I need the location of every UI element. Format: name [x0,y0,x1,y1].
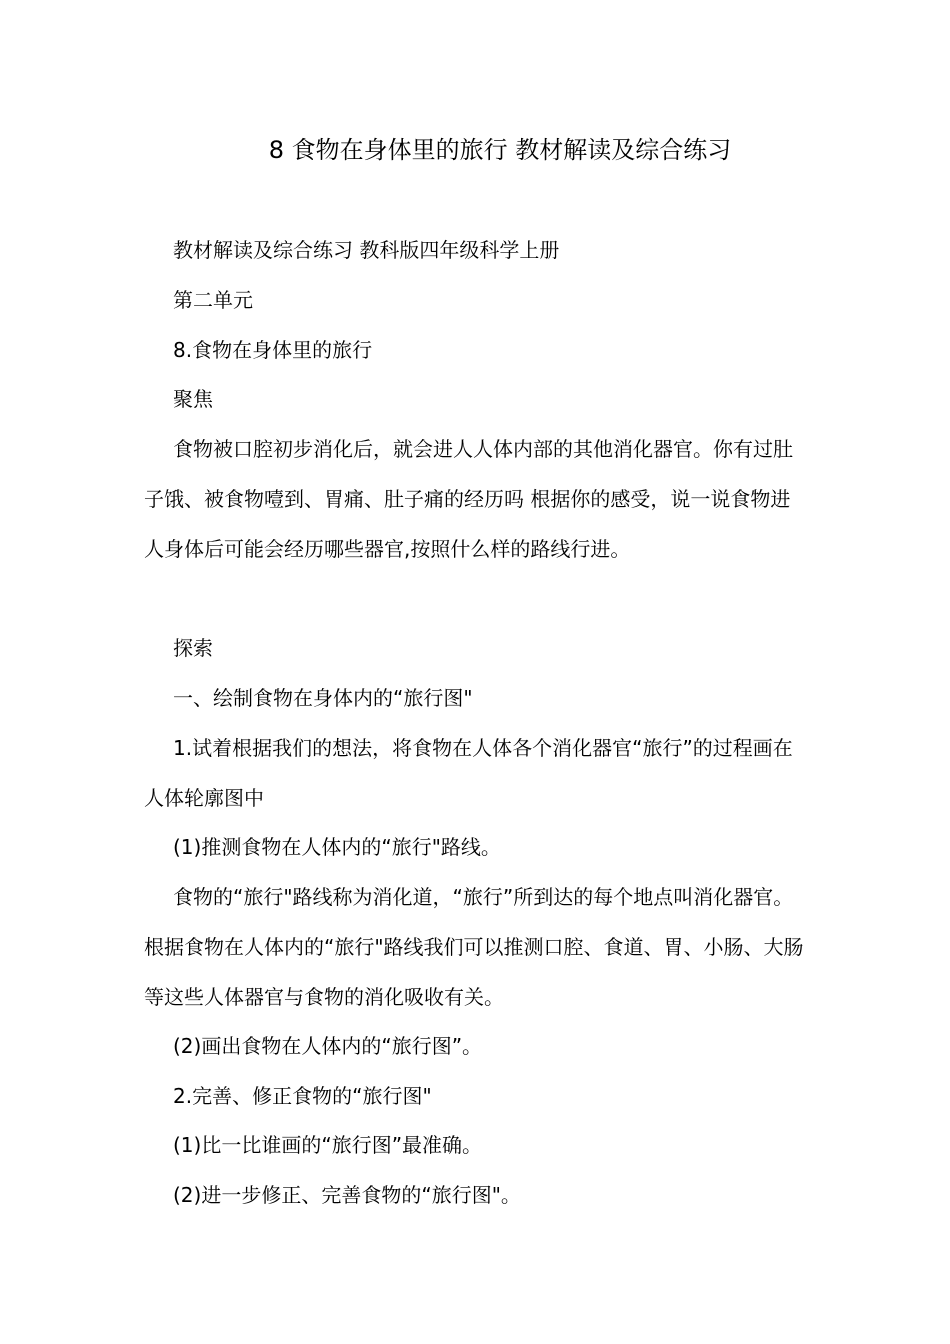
paragraph-section-one: 一、绘制食物在身体内的“旅行图" [173,686,473,710]
paragraph-step-two-a: (1)比一比谁画的“旅行图”最准确。 [173,1133,483,1157]
paragraph-step-one-b: (2)画出食物在人体内的“旅行图”。 [173,1034,483,1058]
document-title: 8 食物在身体里的旅行 教材解读及综合练习 [268,136,732,164]
paragraph-step-two-b: (2)进一步修正、完善食物的“旅行图"。 [173,1183,521,1207]
paragraph-explore-heading: 探索 [173,636,213,660]
paragraph-subtitle: 教材解读及综合练习 教科版四年级科学上册 [173,238,560,262]
paragraph-step-one: 1.试着根据我们的想法，将食物在人体各个消化器官“旅行”的过程画在人体轮廓图中 [144,736,793,810]
paragraph-focus-heading: 聚焦 [173,387,213,411]
paragraph-unit: 第二单元 [173,288,253,312]
paragraph-step-one-a: (1)推测食物在人体内的“旅行"路线。 [173,835,501,859]
paragraph-lesson: 8.食物在身体里的旅行 [173,338,373,362]
paragraph-step-two: 2.完善、修正食物的“旅行图" [173,1084,432,1108]
paragraph-step-one-a-body: 食物的“旅行"路线称为消化道，“旅行”所到达的每个地点叫消化器官。根据食物在人体内的“旅行"路线我们可以推测口腔、食道、胃、小肠、大肠等这些人体器官与食物的消化吸收有关。 [144,885,804,1009]
paragraph-focus-body: 食物被口腔初步消化后，就会进人人体内部的其他消化器官。你有过肚子饿、被食物噎到、胃痛、肚子痛的经历吗 根据你的感受，说一说食物进人身体后可能会经历哪些器官,按照什么样的路线行进。 [144,437,793,561]
